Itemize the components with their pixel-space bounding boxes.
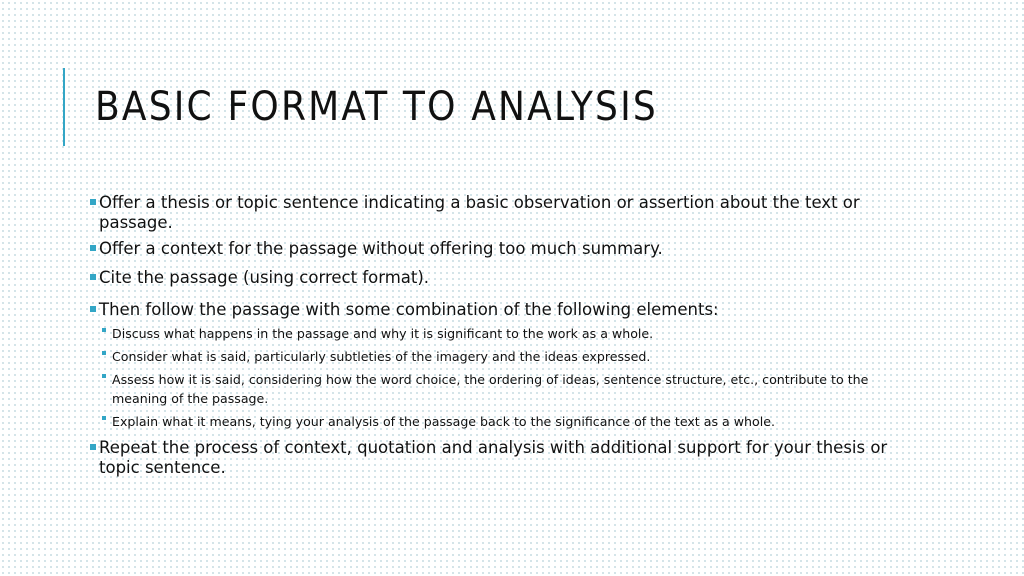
bullet-text: Repeat the process of context, quotation and analysis with additional support for your thesis or topic sentence. [99,438,888,477]
sub-bullet-text: Explain what it means, tying your analysis of the passage back to the significance of the text as a whole. [112,414,775,429]
bullet-text: Offer a thesis or topic sentence indicating a basic observation or assertion about the text or passage. [99,193,860,232]
bullet-item [89,193,909,233]
sub-bullet-item [102,323,909,342]
square-bullet-icon [90,306,96,312]
square-bullet-icon [102,328,106,332]
title-accent-bar [63,68,65,146]
sub-bullet-item [102,369,909,407]
bullet-text: Cite the passage (using correct format). [99,268,430,287]
square-bullet-icon [90,199,96,205]
sub-bullet-text: Assess how it is said, considering how the word choice, the ordering of ideas, sentence structure, etc., contribute to the meaning of the passage. [112,372,869,406]
bullet-item [89,268,909,288]
bullet-list [89,193,909,478]
bullet-text: Then follow the passage with some combination of the following elements: [99,300,719,319]
square-bullet-icon [102,351,106,355]
slide-title: BASIC FORMAT TO ANALYSIS [95,84,658,130]
sub-bullet-text: Consider what is said, particularly subtleties of the imagery and the ideas expressed. [112,349,651,364]
sub-bullet-text: Discuss what happens in the passage and why it is significant to the work as a whole. [112,326,654,341]
bullet-item [89,239,909,259]
bullet-text: Offer a context for the passage without offering too much summary. [99,239,663,258]
sub-bullet-item [102,346,909,365]
square-bullet-icon [102,374,106,378]
bullet-item [89,438,909,478]
square-bullet-icon [90,274,96,280]
sub-bullet-list [89,323,909,430]
square-bullet-icon [90,245,96,251]
square-bullet-icon [102,416,106,420]
bullet-item [89,300,909,430]
square-bullet-icon [90,444,96,450]
sub-bullet-item [102,411,909,430]
